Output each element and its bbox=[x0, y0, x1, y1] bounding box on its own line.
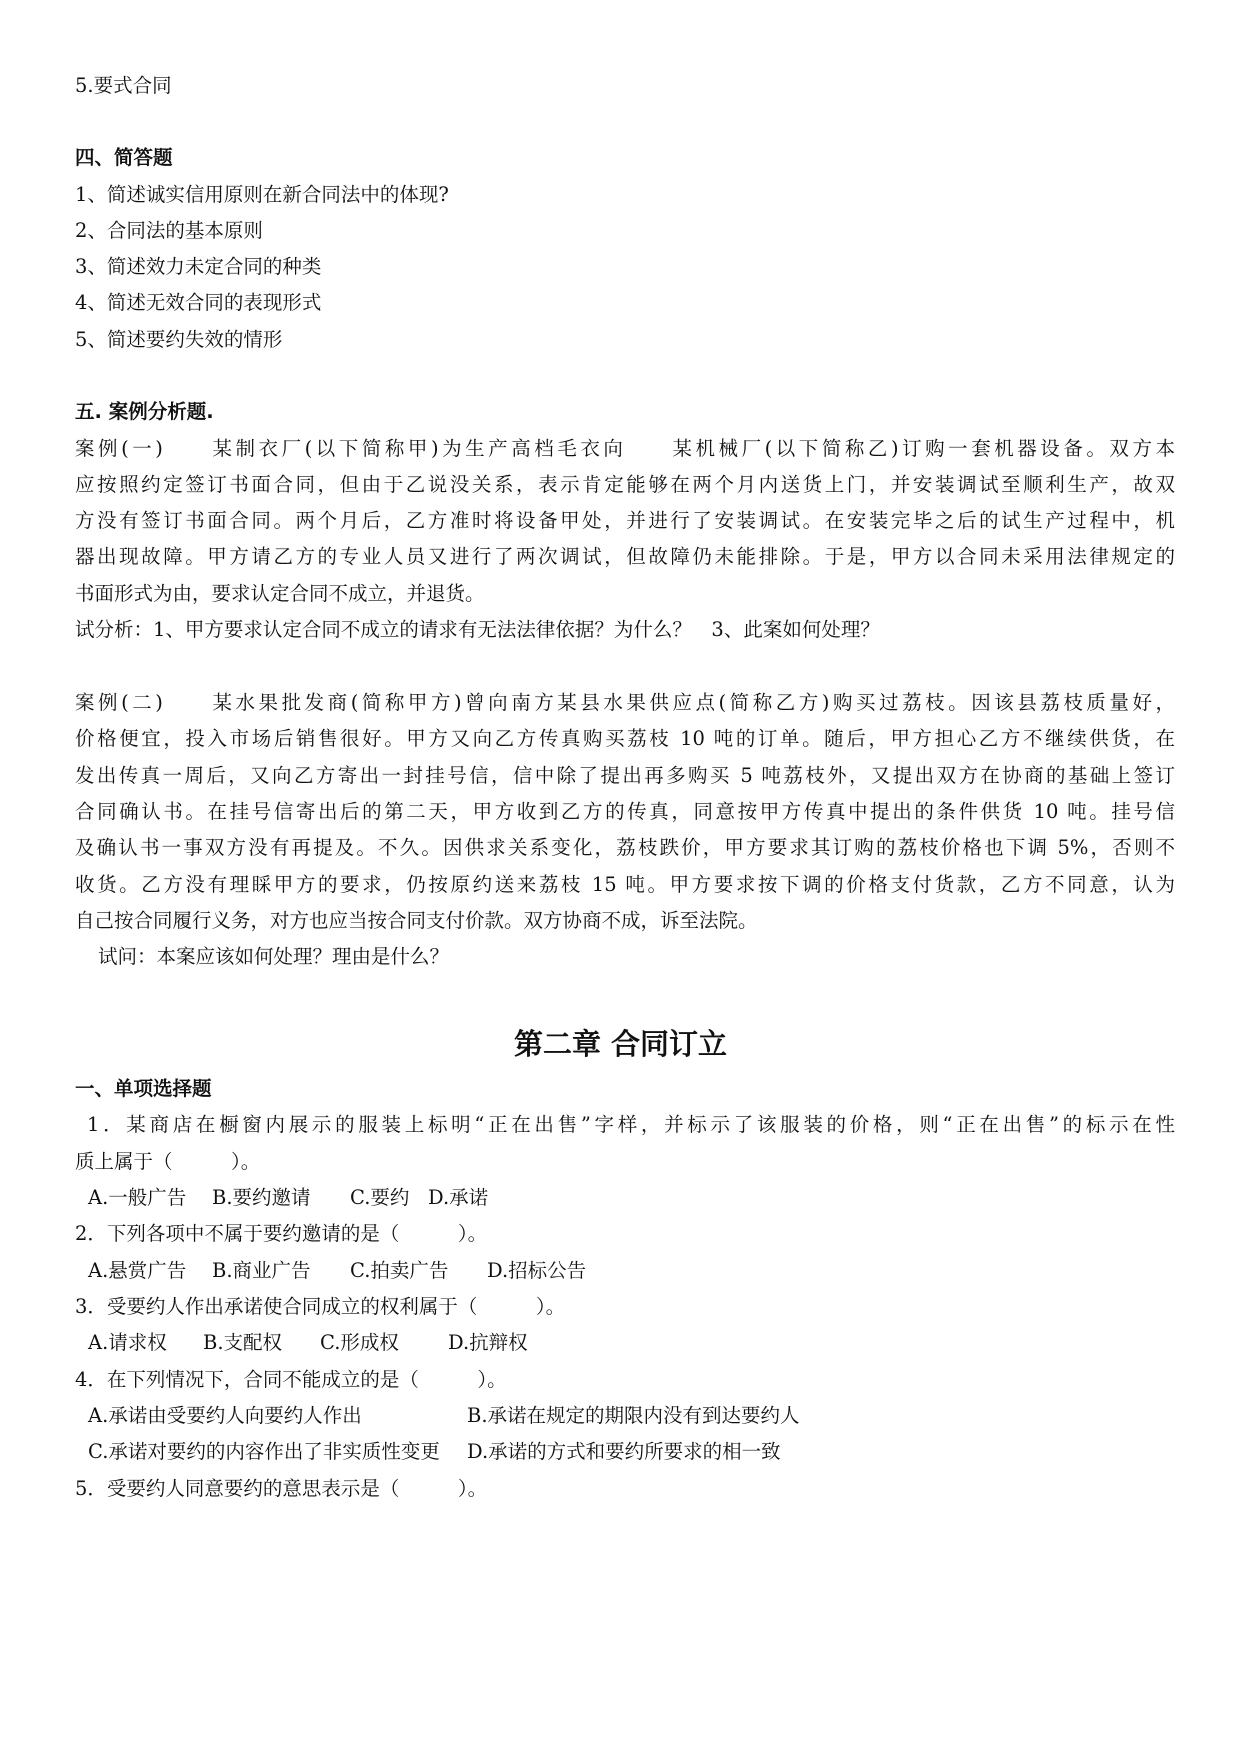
q1-option-d: D.承诺 bbox=[428, 1186, 489, 1209]
sec4-heading: 四、简答题 bbox=[75, 146, 173, 169]
q4-option-c: C.承诺对要约的内容作出了非实质性变更 bbox=[88, 1440, 440, 1463]
q1-line-2: 质上属于（ ）。 bbox=[75, 1150, 261, 1173]
q2-option-c: C.拍卖广告 bbox=[350, 1259, 449, 1282]
q4-text: 4．在下列情况下，合同不能成立的是（ ）。 bbox=[75, 1368, 507, 1391]
case2-line-1: 案例(二) 某水果批发商(简称甲方)曾向南方某县水果供应点(简称乙方)购买过荔枝。因该县荔枝质量好， bbox=[75, 691, 1175, 714]
case1-line-1: 案例(一) 某制衣厂(以下简称甲)为生产高档毛衣向 某机械厂(以下简称乙)订购一套机器设备。双方本 bbox=[75, 437, 1175, 460]
case1-line-3: 方没有签订书面合同。两个月后，乙方准时将设备甲处，并进行了安装调试。在安装完毕之后的试生产过程中，机 bbox=[75, 509, 1175, 532]
q3-text: 3．受要约人作出承诺使合同成立的权利属于（ ）。 bbox=[75, 1295, 566, 1318]
q2-text: 2．下列各项中不属于要约邀请的是（ ）。 bbox=[75, 1222, 488, 1245]
q3-option-c: C.形成权 bbox=[320, 1331, 399, 1354]
q3-option-d: D.抗辩权 bbox=[448, 1331, 528, 1354]
sec4-item-5: 5、简述要约失效的情形 bbox=[75, 328, 283, 351]
sec4-item-1: 1、简述诚实信用原则在新合同法中的体现? bbox=[75, 183, 449, 206]
q1-option-c: C.要约 bbox=[350, 1186, 410, 1209]
q3-option-a: A.请求权 bbox=[88, 1331, 167, 1354]
case1-question: 试分析：1、甲方要求认定合同不成立的请求有无法法律依据？为什么？ 3、此案如何处理？ bbox=[75, 618, 880, 641]
case2-line-2: 价格便宜，投入市场后销售很好。甲方又向乙方传真购买荔枝 10 吨的订单。随后，甲方担心乙方不继续供货，在 bbox=[75, 727, 1175, 750]
q2-option-b: B.商业广告 bbox=[212, 1259, 311, 1282]
case1-line-2: 应按照约定签订书面合同，但由于乙说没关系，表示肯定能够在两个月内送货上门，并安装调试至顺利生产，故双 bbox=[75, 473, 1175, 496]
case2-line-7: 自己按合同履行义务，对方也应当按合同支付价款。双方协商不成，诉至法院。 bbox=[75, 909, 758, 932]
case2-line-4: 合同确认书。在挂号信寄出后的第二天，甲方收到乙方的传真，同意按甲方传真中提出的条件供货 10 吨。挂号信 bbox=[75, 800, 1175, 823]
sec4-item-2: 2、合同法的基本原则 bbox=[75, 219, 263, 242]
case2-line-5: 及确认书一事双方没有再提及。不久。因供求关系变化，荔枝跌价，甲方要求其订购的荔枝价格也下调 5%，否则不 bbox=[75, 836, 1175, 859]
sec4-item-4: 4、简述无效合同的表现形式 bbox=[75, 291, 322, 314]
q1-option-b: B.要约邀请 bbox=[212, 1186, 311, 1209]
chapter-title: 第二章 合同订立 bbox=[513, 1027, 728, 1061]
q1-line-1: 1．某商店在橱窗内展示的服装上标明“正在出售”字样，并标示了该服装的价格，则“正在出售”的标示在性 bbox=[87, 1113, 1175, 1136]
q4-option-a: A.承诺由受要约人向要约人作出 bbox=[88, 1404, 362, 1427]
q2-option-a: A.悬赏广告 bbox=[88, 1259, 187, 1282]
sec4-item-3: 3、简述效力未定合同的种类 bbox=[75, 255, 322, 278]
case2-line-3: 发出传真一周后，又向乙方寄出一封挂号信，信中除了提出再多购买 5 吨荔枝外，又提出双方在协商的基础上签订 bbox=[75, 764, 1175, 787]
q1-option-a: A.一般广告 bbox=[88, 1186, 187, 1209]
q2-option-d: D.招标公告 bbox=[487, 1259, 587, 1282]
q3-option-b: B.支配权 bbox=[203, 1331, 283, 1354]
sec3-tail-item: 5.要式合同 bbox=[75, 74, 172, 97]
q4-option-b: B.承诺在规定的期限内没有到达要约人 bbox=[467, 1404, 800, 1427]
q4-option-d: D.承诺的方式和要约所要求的相一致 bbox=[467, 1440, 781, 1463]
case1-line-5: 书面形式为由，要求认定合同不成立，并退货。 bbox=[75, 582, 485, 605]
ch2-sec1-heading: 一、单项选择题 bbox=[75, 1077, 212, 1100]
case1-line-4: 器出现故障。甲方请乙方的专业人员又进行了两次调试，但故障仍未能排除。于是，甲方以合同未采用法律规定的 bbox=[75, 545, 1175, 568]
case2-question: 试问：本案应该如何处理？理由是什么？ bbox=[98, 945, 450, 968]
q5-text: 5．受要约人同意要约的意思表示是（ ）。 bbox=[75, 1477, 488, 1500]
sec5-heading: 五. 案例分析题. bbox=[75, 400, 214, 423]
case2-line-6: 收货。乙方没有理睬甲方的要求，仍按原约送来荔枝 15 吨。甲方要求按下调的价格支付货款，乙方不同意，认为 bbox=[75, 873, 1175, 896]
